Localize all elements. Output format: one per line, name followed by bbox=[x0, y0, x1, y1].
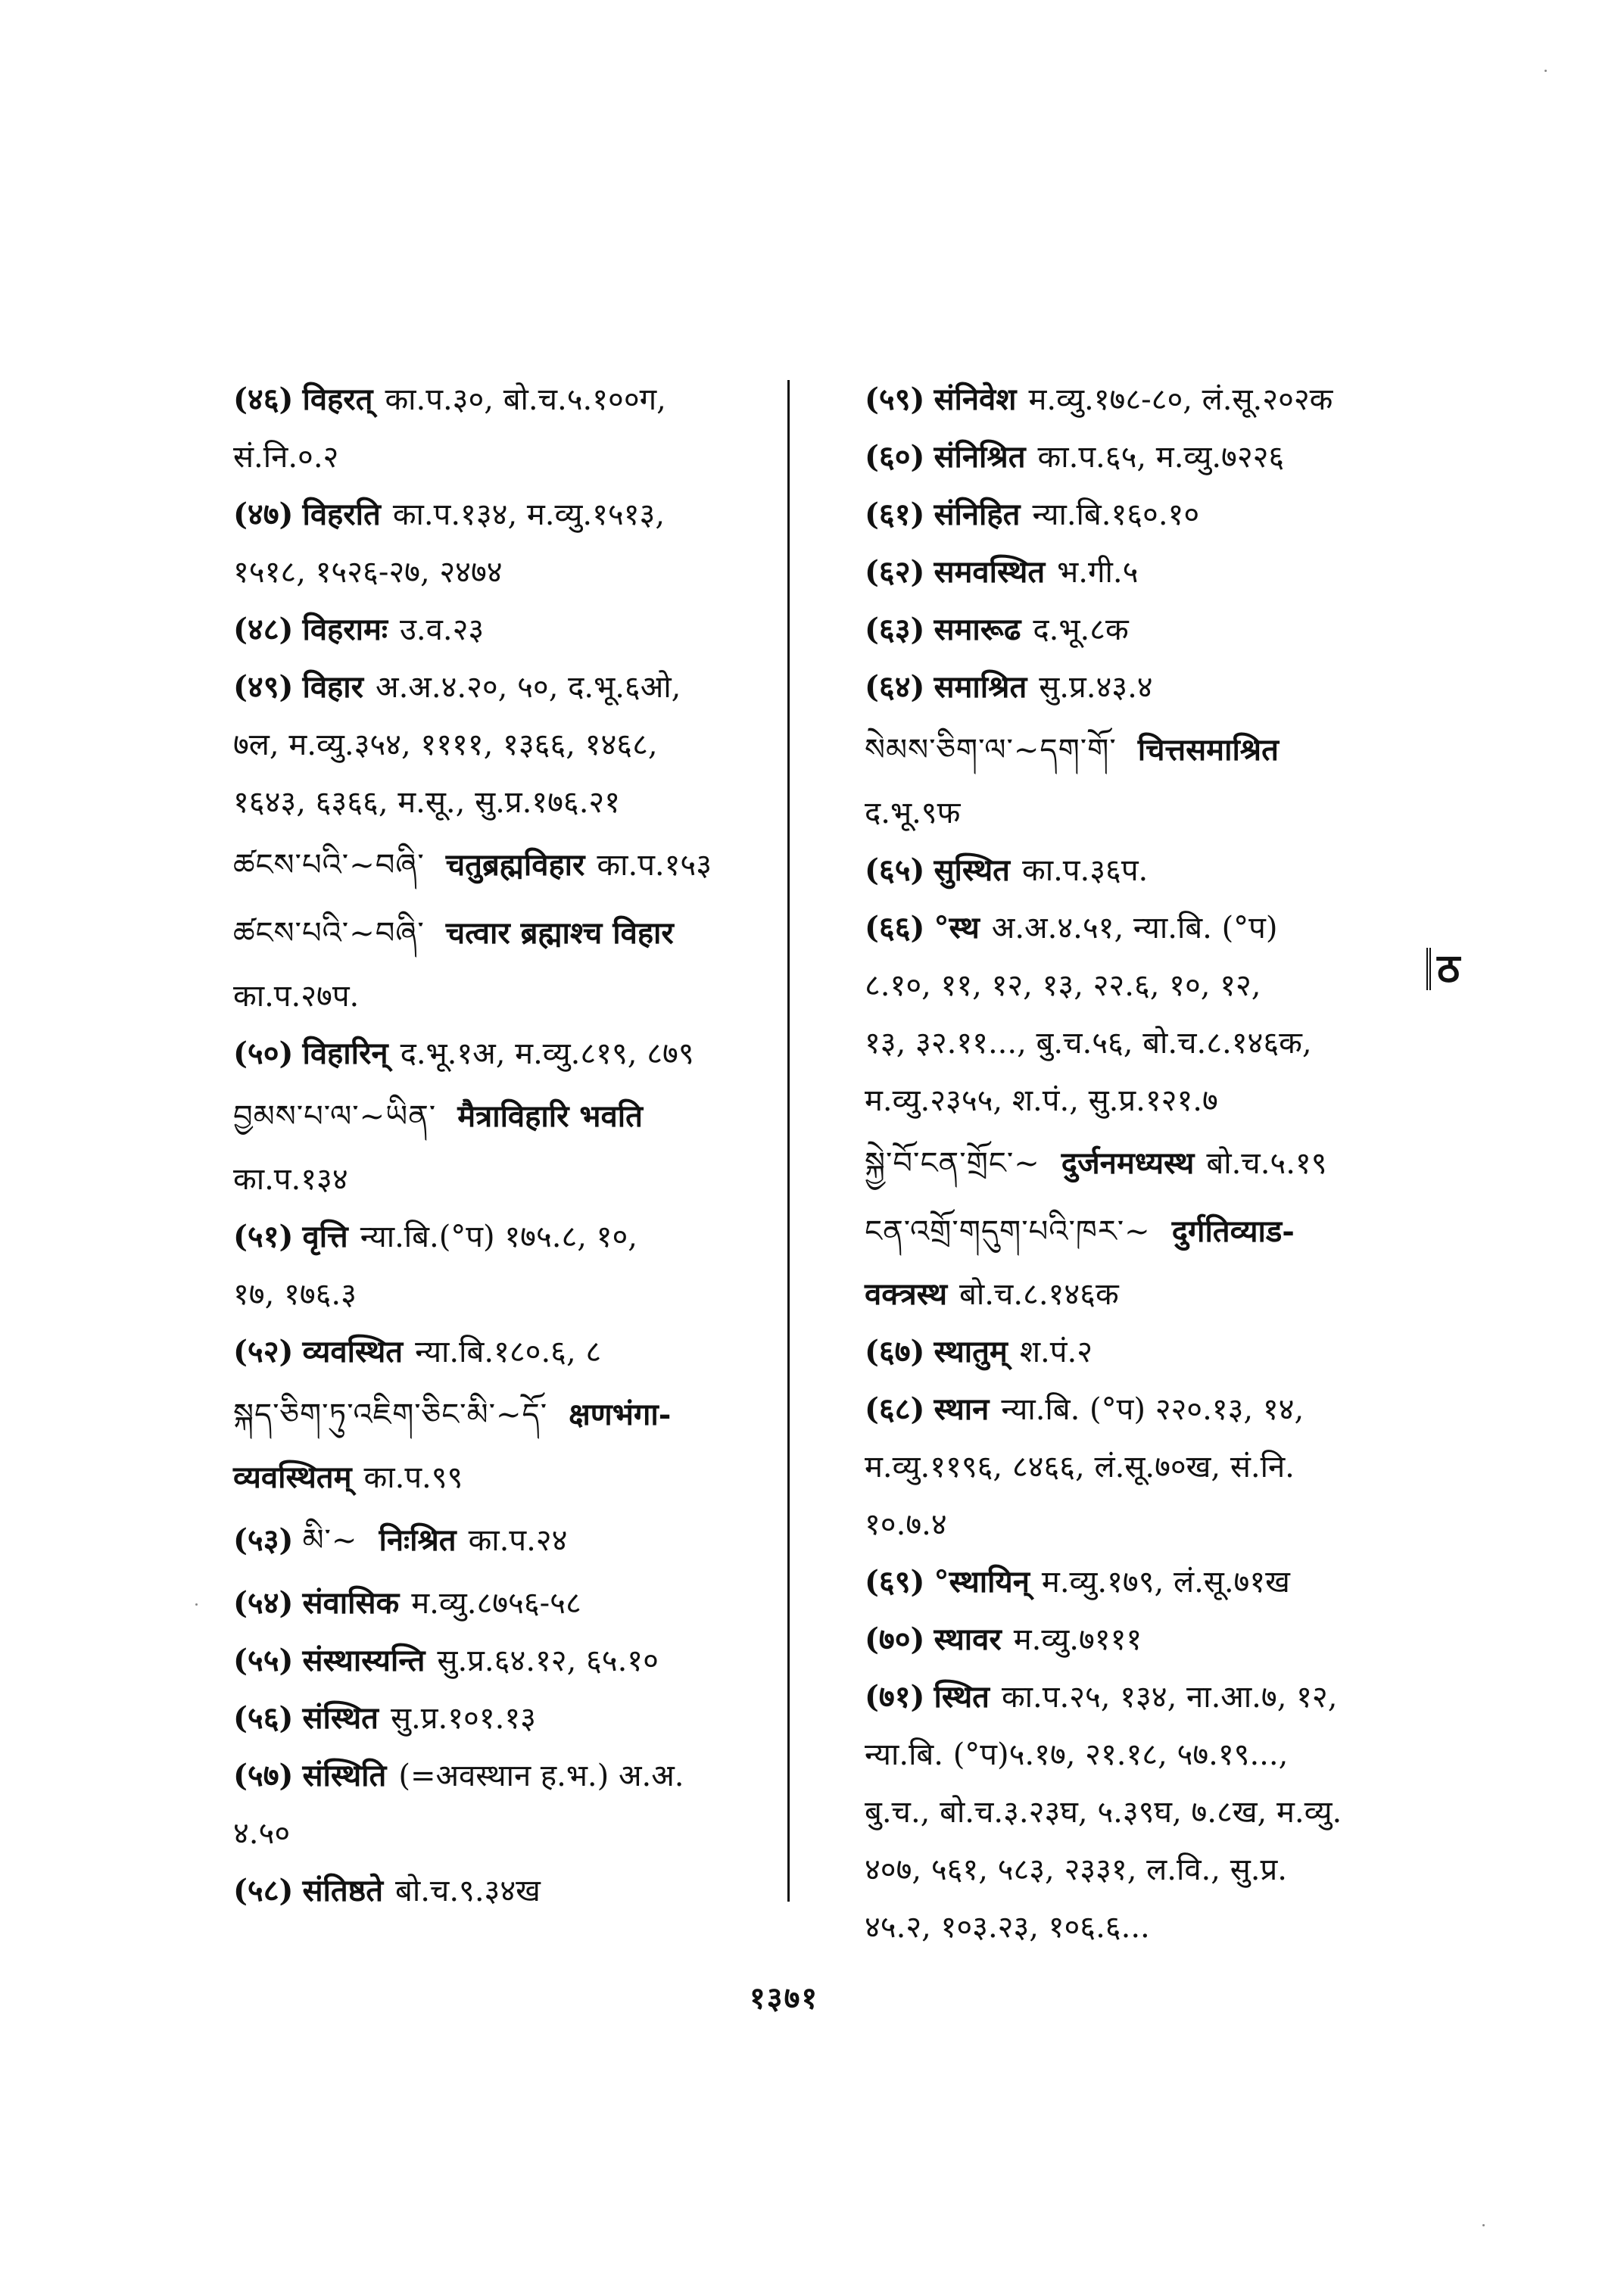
entry-number: (६६) bbox=[865, 910, 925, 946]
sanskrit-headword: दुर्जनमध्यस्थ bbox=[1061, 1145, 1195, 1181]
tibetan-phrase: མི་~ bbox=[302, 1523, 358, 1558]
reference: म.व्यु.८७५६-५८ bbox=[411, 1586, 581, 1621]
tibetan-phrase: སེམས་ཅིག་ལ་~དག་གོ་ bbox=[865, 733, 1117, 768]
dictionary-line bbox=[233, 1449, 763, 1506]
entry-number: (६७) bbox=[865, 1334, 925, 1369]
sanskrit-headword: वृत्ति bbox=[302, 1219, 348, 1254]
entry-number: (५४) bbox=[233, 1585, 294, 1621]
sanskrit-headword: विहरति bbox=[302, 497, 381, 532]
sanskrit-headword: समवस्थित bbox=[934, 554, 1046, 590]
entry-number: (५८) bbox=[233, 1873, 294, 1908]
entry-number: (६८) bbox=[865, 1391, 925, 1427]
dictionary-line bbox=[865, 784, 1440, 842]
sanskrit-headword: संवासिक bbox=[302, 1585, 400, 1621]
dictionary-line bbox=[865, 1496, 1440, 1553]
dictionary-line bbox=[233, 1805, 763, 1862]
column-divider bbox=[787, 380, 790, 1902]
dictionary-line bbox=[865, 1266, 1440, 1323]
sanskrit-headword: संस्थित bbox=[302, 1700, 379, 1736]
dictionary-line bbox=[865, 1072, 1440, 1129]
reference: ४५.२, १०३.२३, १०६.६... bbox=[865, 1910, 1150, 1945]
sanskrit-headword: स्थातुम् bbox=[934, 1334, 1008, 1369]
reference: का.प.६५, म.व्यु.७२२६ bbox=[1037, 440, 1285, 475]
dictionary-line bbox=[233, 1632, 763, 1690]
reference: ४.५० bbox=[233, 1816, 291, 1851]
reference: ८.१०, ११, १२, १३, २२.६, १०, १२, bbox=[865, 968, 1261, 1003]
dictionary-line bbox=[865, 544, 1440, 601]
scan-speck bbox=[1482, 2224, 1485, 2226]
sanskrit-headword: संतिष्ठते bbox=[302, 1873, 384, 1908]
reference: का.प.२५, १३४, ना.आ.७, १२, bbox=[1001, 1680, 1338, 1715]
reference: बो.च.५.१९ bbox=[1206, 1146, 1327, 1181]
sanskrit-headword: संनिश्रित bbox=[934, 439, 1026, 475]
dictionary-line bbox=[233, 1323, 763, 1381]
dictionary-line bbox=[233, 601, 763, 659]
tibetan-phrase: ཚངས་པའི་~བཞི་ bbox=[233, 916, 425, 951]
reference: भ.गी.५ bbox=[1057, 555, 1139, 590]
dictionary-line bbox=[233, 1690, 763, 1747]
reference: का.प.९९ bbox=[363, 1460, 463, 1495]
reference: १५१८, १५२६-२७, २४७४ bbox=[233, 555, 503, 590]
tibetan-phrase: སྐད་ཅིག་ཏུ་འཇིག་ཅིང་མི་~དོ་ bbox=[233, 1397, 548, 1432]
reference: का.प.२४ bbox=[468, 1523, 568, 1558]
entry-number: (६१) bbox=[865, 497, 925, 532]
entry-number: (६४) bbox=[865, 669, 925, 705]
reference: म.व्यु.२३५५, श.पं., सु.प्र.१२१.७ bbox=[865, 1083, 1218, 1118]
reference: १३, ३२.११..., बु.च.५६, बो.च.८.१४६क, bbox=[865, 1026, 1312, 1061]
reference: बो.च.९.३४ख bbox=[395, 1874, 541, 1908]
dictionary-line bbox=[233, 1381, 763, 1449]
dictionary-line bbox=[865, 1841, 1440, 1899]
reference: श.पं.२ bbox=[1019, 1335, 1093, 1369]
reference: सु.प्र.४३.४ bbox=[1039, 670, 1153, 705]
dictionary-line bbox=[233, 716, 763, 774]
entry-number: (६५) bbox=[865, 852, 925, 888]
entry-number: (४९) bbox=[233, 669, 294, 705]
entry-number: (६२) bbox=[865, 554, 925, 590]
dictionary-line bbox=[865, 1323, 1440, 1381]
reference: ४०७, ५६१, ५८३, २३३१, ल.वि., सु.प्र. bbox=[865, 1852, 1287, 1887]
dictionary-line bbox=[233, 899, 763, 967]
reference: बु.च., बो.च.३.२३घ, ५.३९घ, ७.८ख, म.व्यु. bbox=[865, 1795, 1342, 1830]
entry-number: (४७) bbox=[233, 497, 294, 532]
entry-number: (५६) bbox=[233, 1700, 294, 1736]
reference: का.प.३६प. bbox=[1021, 853, 1149, 888]
reference: ७ल, म.व्यु.३५४, ११११, १३६६, १४६८, bbox=[233, 727, 658, 762]
tibetan-phrase: སྐྱེ་བོ་ངན་གྲོང་~ bbox=[865, 1146, 1040, 1181]
dictionary-line bbox=[865, 957, 1440, 1014]
reference: म.व्यु.७१११ bbox=[1013, 1622, 1142, 1657]
reference: न्या.बि.(°प) १७५.८, १०, bbox=[360, 1220, 637, 1254]
sanskrit-headword: चतुब्रह्मविहार bbox=[445, 847, 585, 883]
dictionary-line bbox=[865, 1129, 1440, 1198]
dictionary-line bbox=[865, 486, 1440, 544]
dictionary-line bbox=[865, 1899, 1440, 1956]
sanskrit-headword: व्यवस्थित bbox=[302, 1334, 404, 1369]
entry-number: (५९) bbox=[865, 382, 925, 417]
entry-number: (४६) bbox=[233, 382, 294, 417]
entry-number: (५३) bbox=[233, 1522, 294, 1558]
dictionary-line bbox=[233, 1151, 763, 1208]
sanskrit-headword: स्थावर bbox=[934, 1622, 1002, 1657]
sanskrit-headword: संस्थास्यन्ति bbox=[302, 1643, 425, 1678]
reference: न्या.बि.१८०.६, ८ bbox=[415, 1335, 602, 1369]
reference: अ.अ.४.५१, न्या.बि. (°प) bbox=[991, 911, 1278, 946]
dictionary-line bbox=[233, 1862, 763, 1920]
dictionary-line bbox=[865, 716, 1440, 784]
sanskrit-headword: क्षणभंगा- bbox=[569, 1397, 672, 1432]
sanskrit-headword: °स्थ bbox=[934, 910, 980, 946]
reference: न्या.बि. (°प)५.१७, २१.१८, ५७.१९..., bbox=[865, 1737, 1289, 1772]
sanskrit-headword: समारूढ bbox=[934, 612, 1021, 647]
dictionary-line bbox=[865, 601, 1440, 659]
reference: म.व्यु.१७८-८०, लं.सू.२०२क bbox=[1028, 382, 1333, 417]
reference: म.व्यु.१७९, लं.सू.७१ख bbox=[1041, 1565, 1290, 1600]
tibetan-phrase: ངན་འགྲོ་གདུག་པའི་ཁར་~ bbox=[865, 1214, 1151, 1249]
reference: १६४३, ६३६६, म.सू., सु.प्र.१७६.२१ bbox=[233, 785, 621, 820]
entry-number: (५७) bbox=[233, 1758, 294, 1793]
dictionary-line bbox=[865, 371, 1440, 428]
reference: द.भू.९फ bbox=[865, 796, 961, 830]
dictionary-line bbox=[233, 659, 763, 716]
dictionary-line bbox=[233, 1575, 763, 1632]
entry-number: (५५) bbox=[233, 1643, 294, 1678]
left-column bbox=[233, 371, 763, 1920]
reference: बो.च.८.१४६क bbox=[959, 1277, 1119, 1312]
dictionary-line bbox=[865, 899, 1440, 957]
dictionary-line bbox=[233, 1506, 763, 1575]
sanskrit-headword: संनिहित bbox=[934, 497, 1021, 532]
dictionary-line bbox=[233, 1083, 763, 1151]
reference: सु.प्र.६४.१२, ६५.१० bbox=[437, 1643, 659, 1678]
sanskrit-headword: स्थान bbox=[934, 1391, 990, 1427]
sanskrit-headword: व्यवस्थितम् bbox=[233, 1460, 352, 1495]
sanskrit-headword: चत्वार ब्रह्माश्च विहार bbox=[445, 915, 674, 951]
sanskrit-headword: चित्तसमाश्रित bbox=[1137, 732, 1279, 768]
reference: का.प.३०, बो.च.५.१००ग, bbox=[385, 382, 666, 417]
sanskrit-headword: सुस्थित bbox=[934, 852, 1010, 888]
reference: १७, १७६.३ bbox=[233, 1277, 357, 1312]
entry-number: (६०) bbox=[865, 439, 925, 475]
right-column bbox=[865, 371, 1440, 1956]
reference: का.प.१३४ bbox=[233, 1162, 348, 1197]
dictionary-line bbox=[233, 544, 763, 601]
sanskrit-headword: विहरामः bbox=[302, 612, 388, 647]
entry-number: (५०) bbox=[233, 1036, 294, 1071]
entry-number: (५२) bbox=[233, 1334, 294, 1369]
tibetan-phrase: ཚངས་པའི་~བཞི་ bbox=[233, 848, 425, 883]
sanskrit-headword: मैत्राविहारि भवति bbox=[457, 1098, 643, 1134]
dictionary-line bbox=[865, 1784, 1440, 1841]
margin-thumb-index: ठ bbox=[1426, 948, 1460, 990]
sanskrit-headword: समाश्रित bbox=[934, 669, 1027, 705]
reference: का.प.२७प. bbox=[233, 979, 360, 1014]
sanskrit-headword: विहारिन् bbox=[302, 1036, 388, 1071]
page-number: १३७१ bbox=[750, 1980, 819, 2016]
dictionary-line bbox=[865, 1611, 1440, 1668]
reference: १०.७.४ bbox=[865, 1507, 947, 1542]
dictionary-line bbox=[233, 1208, 763, 1266]
sanskrit-headword: विहार bbox=[302, 669, 364, 705]
sanskrit-headword: दुर्गतिव्याड- bbox=[1171, 1213, 1295, 1249]
reference: का.प.१५३ bbox=[597, 848, 712, 883]
reference: उ.व.२३ bbox=[400, 612, 485, 647]
entry-number: (६३) bbox=[865, 612, 925, 647]
sanskrit-headword: निःश्रित bbox=[379, 1522, 457, 1558]
dictionary-line bbox=[865, 1726, 1440, 1784]
reference: अ.अ.४.२०, ५०, द.भू.६ओ, bbox=[376, 670, 681, 705]
dictionary-line bbox=[865, 1381, 1440, 1438]
dictionary-line bbox=[233, 774, 763, 831]
entry-number: (५१) bbox=[233, 1219, 294, 1254]
dictionary-line bbox=[233, 1025, 763, 1083]
reference: (=अवस्थान ह.भ.) अ.अ. bbox=[398, 1759, 684, 1793]
reference: म.व्यु.११९६, ८४६६, लं.सू.७०ख, सं.नि. bbox=[865, 1450, 1295, 1485]
sanskrit-headword: °स्थायिन् bbox=[934, 1564, 1030, 1600]
sanskrit-headword: संनिवेश bbox=[934, 382, 1017, 417]
dictionary-line bbox=[233, 428, 763, 486]
dictionary-line bbox=[233, 831, 763, 899]
dictionary-line bbox=[865, 1438, 1440, 1496]
dictionary-line bbox=[865, 842, 1440, 899]
sanskrit-headword: वक्त्रस्थ bbox=[865, 1276, 947, 1312]
dictionary-line bbox=[865, 1014, 1440, 1072]
entry-number: (४८) bbox=[233, 612, 294, 647]
entry-number: (६९) bbox=[865, 1564, 925, 1600]
reference: द.भू.१अ, म.व्यु.८१९, ८७९ bbox=[400, 1036, 694, 1071]
dictionary-line bbox=[865, 1198, 1440, 1266]
sanskrit-headword: स्थित bbox=[934, 1679, 990, 1715]
dictionary-line bbox=[233, 967, 763, 1025]
dictionary-line bbox=[865, 659, 1440, 716]
entry-number: (७०) bbox=[865, 1622, 925, 1657]
reference: सु.प्र.१०१.१३ bbox=[390, 1701, 536, 1736]
reference: का.प.१३४, म.व्यु.१५१३, bbox=[392, 497, 665, 532]
entry-number: (७१) bbox=[865, 1679, 925, 1715]
reference: सं.नि.०.२ bbox=[233, 440, 339, 475]
sanskrit-headword: संस्थिति bbox=[302, 1758, 387, 1793]
sanskrit-headword: विहरत् bbox=[302, 382, 373, 417]
dictionary-line bbox=[233, 1747, 763, 1805]
dictionary-line bbox=[233, 486, 763, 544]
reference: द.भू.८क bbox=[1033, 612, 1129, 647]
dictionary-line bbox=[233, 1266, 763, 1323]
dictionary-line bbox=[865, 428, 1440, 486]
scan-speck bbox=[1545, 70, 1547, 72]
dictionary-line bbox=[233, 371, 763, 428]
reference: न्या.बि.१६०.१० bbox=[1032, 497, 1200, 532]
reference: न्या.बि. (°प) २२०.१३, १४, bbox=[1001, 1392, 1304, 1427]
scan-speck bbox=[195, 1603, 198, 1606]
tibetan-phrase: བྱམས་པ་ལ་~ཡིན་ bbox=[233, 1099, 437, 1134]
dictionary-line bbox=[865, 1553, 1440, 1611]
dictionary-line bbox=[865, 1668, 1440, 1726]
